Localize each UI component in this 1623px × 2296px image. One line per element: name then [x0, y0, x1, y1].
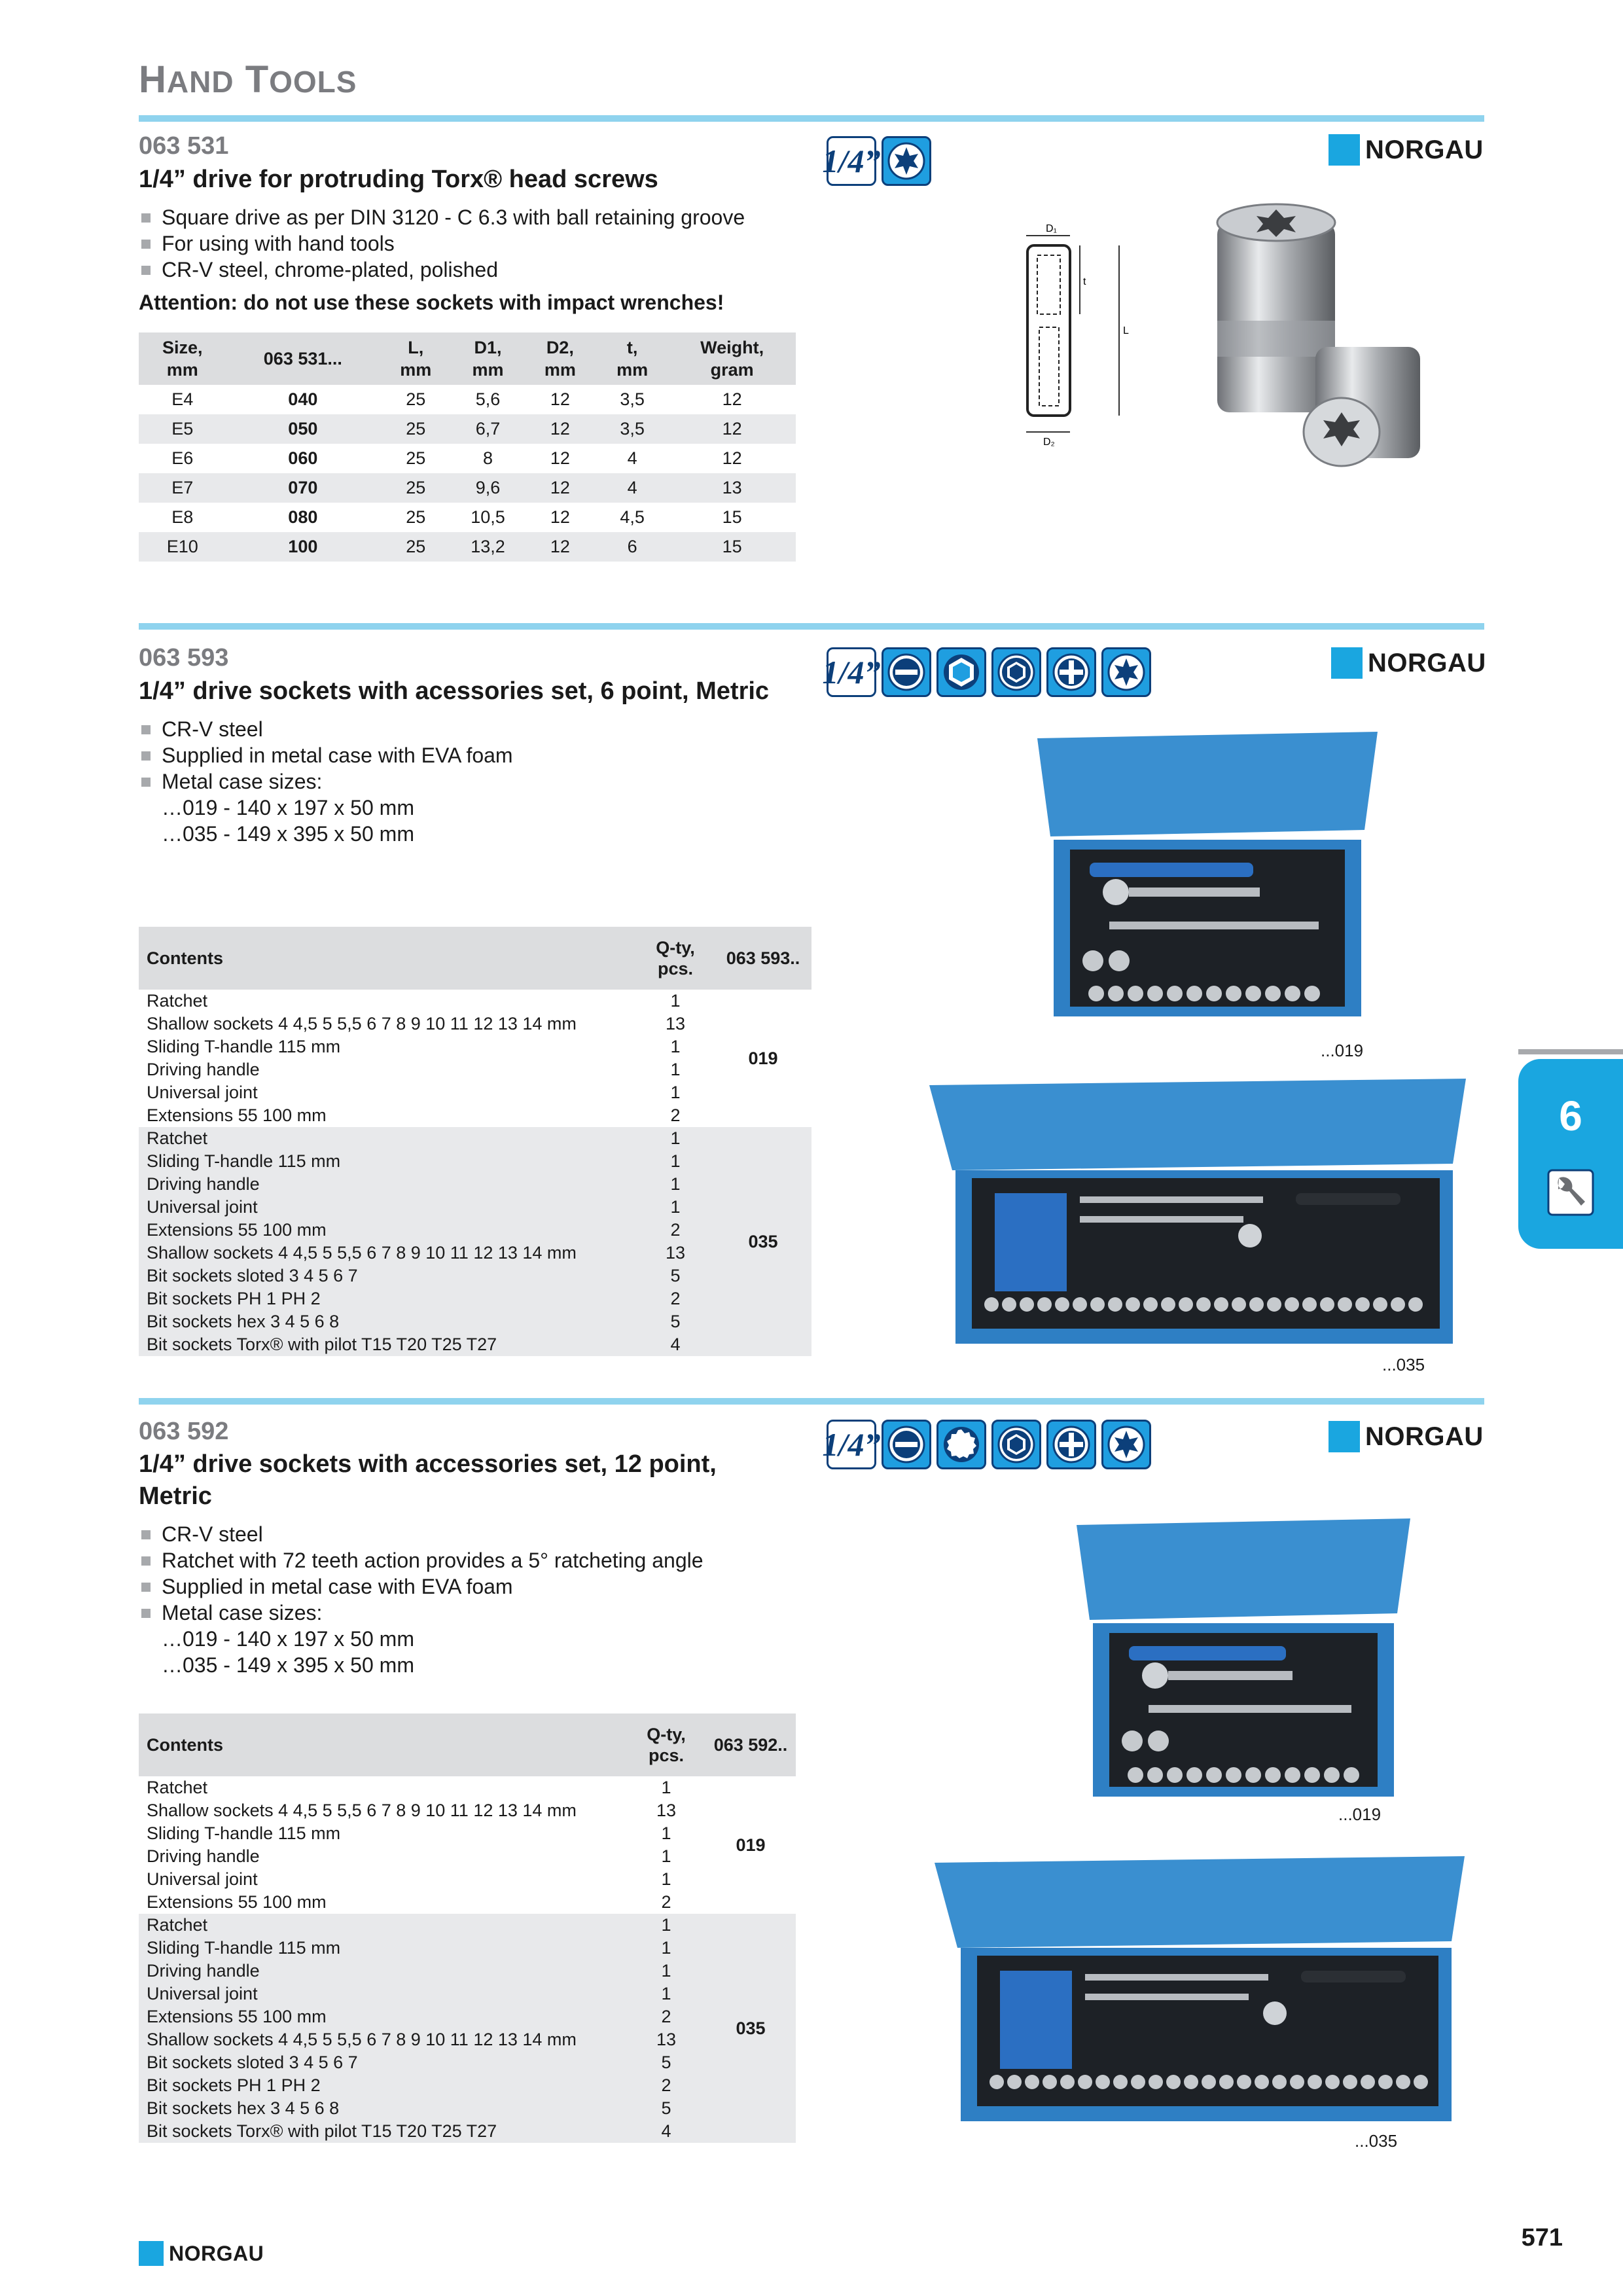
- small-case-photo: [1077, 1518, 1410, 1800]
- column-header: D2, mm: [524, 332, 596, 385]
- page-number: 571: [1521, 2224, 1563, 2251]
- chapter-tab[interactable]: [1518, 1059, 1623, 1249]
- feature-item: Metal case sizes:: [139, 1600, 793, 1626]
- photo-caption: ...019: [1338, 1804, 1382, 1824]
- table-row: Bit sockets hex 3 4 5 6 8 5: [139, 2097, 796, 2120]
- column-header: Contents: [139, 927, 636, 990]
- icon-row: [822, 1420, 1151, 1469]
- table-row: Shallow sockets 4 4,5 5 5,5 6 7 8 9 10 11 12 13 14 mm 13: [147, 1014, 686, 1033]
- page-title: HAND TOOLS: [139, 58, 357, 101]
- column-header: 063 531...: [226, 332, 380, 385]
- column-header: L, mm: [380, 332, 452, 385]
- quarter-inch-drive-icon: 1/4”: [827, 647, 876, 697]
- quarter-inch-drive-icon: 1/4”: [827, 136, 876, 186]
- table-row: Bit sockets hex 3 4 5 6 8 5: [139, 1310, 812, 1333]
- socket-photo: [1204, 196, 1453, 478]
- photo-caption: ...035: [1355, 2131, 1398, 2151]
- feature-item: Metal case sizes:: [139, 768, 793, 795]
- table-row: Driving handle 1: [139, 1960, 796, 1982]
- table-row: Ratchet 1 019: [139, 1776, 796, 1799]
- column-header: Size, mm: [139, 332, 226, 385]
- photo-caption: ...035: [1382, 1355, 1425, 1374]
- hex-bit-icon: [991, 647, 1041, 697]
- hexagon-icon: [936, 647, 986, 697]
- feature-list: [139, 716, 793, 795]
- section-divider: [139, 623, 1484, 630]
- table-row: Extensions 55 100 mm 2: [139, 2005, 796, 2028]
- table-row: Ratchet 1 035: [139, 1127, 812, 1150]
- hex-bit-icon: [991, 1420, 1041, 1469]
- set-code: 019: [748, 1048, 778, 1068]
- table-row: E10 100 25 13,2 12 6 15: [139, 532, 796, 562]
- table-row: Ratchet 1 019: [139, 990, 812, 1013]
- feature-list: [139, 204, 793, 283]
- table-row: Sliding T-handle 115 mm 1: [139, 1150, 812, 1173]
- attention-note: Attention: do not use these sockets with impact wrenches!: [139, 291, 724, 314]
- table-row: E8 080 25 10,5 12 4,5 15: [171, 507, 742, 527]
- column-header: Contents: [139, 1713, 627, 1776]
- column-header: 063 592..: [705, 1713, 796, 1776]
- column-header: Q-ty, pcs.: [636, 927, 715, 990]
- product-code: 063 592: [139, 1418, 229, 1445]
- column-header: t, mm: [596, 332, 668, 385]
- table-row: Sliding T-handle 115 mm 1: [139, 1937, 796, 1960]
- case-size: …035 - 149 x 395 x 50 mm: [162, 1653, 414, 1677]
- small-case-photo: [1037, 732, 1378, 1020]
- table-row: Shallow sockets 4 4,5 5 5,5 6 7 8 9 10 11 12 13 14 mm 13: [139, 2028, 796, 2051]
- chapter-tab-bar: [1518, 1049, 1623, 1054]
- table-row: Driving handle 1: [147, 1846, 671, 1866]
- table-row: Bit sockets Torx® with pilot T15 T20 T25 T27 4: [139, 1333, 812, 1356]
- table-row: Bit sockets PH 1 PH 2 2: [139, 2074, 796, 2097]
- product-heading: 1/4” drive sockets with accessories set, 12 point, Metric: [139, 1450, 717, 1510]
- product-code: 063 593: [139, 644, 229, 672]
- large-case-photo: [929, 1079, 1466, 1347]
- torx-icon: [882, 136, 931, 186]
- icon-row: [822, 136, 931, 186]
- table-row: Universal joint 1: [139, 1196, 812, 1219]
- brand-logo: NORGAU: [1331, 647, 1486, 679]
- case-size: …019 - 140 x 197 x 50 mm: [162, 796, 414, 819]
- table-row: Extensions 55 100 mm 2: [147, 1105, 681, 1125]
- slotted-icon: [882, 1420, 931, 1469]
- table-row: Universal joint 1: [147, 1083, 681, 1102]
- drawing-label: t: [1083, 276, 1086, 287]
- footer-brand-logo: NORGAU: [139, 2241, 264, 2266]
- spec-table: [139, 332, 796, 562]
- table-row: Driving handle 1: [139, 1173, 812, 1196]
- table-row: Sliding T-handle 115 mm 1: [147, 1823, 671, 1843]
- brand-logo: NORGAU: [1329, 134, 1484, 166]
- product-code: 063 531: [139, 132, 229, 160]
- case-size: …019 - 140 x 197 x 50 mm: [162, 1627, 414, 1651]
- drawing-label: D₂: [1043, 437, 1055, 448]
- table-row: Bit sockets PH 1 PH 2 2: [139, 1287, 812, 1310]
- column-header: Q-ty, pcs.: [627, 1713, 705, 1776]
- feature-item: CR-V steel: [139, 716, 793, 742]
- product-heading: 1/4” drive sockets with acessories set, 6 point, Metric: [139, 677, 770, 705]
- set-code: 035: [705, 1914, 796, 2143]
- table-row: Bit sockets sloted 3 4 5 6 7 5: [139, 1265, 812, 1287]
- table-row: Extensions 55 100 mm 2: [139, 1219, 812, 1242]
- contents-table: [139, 1713, 796, 2143]
- column-header: 063 593..: [715, 927, 812, 990]
- feature-item: CR-V steel, chrome-plated, polished: [139, 257, 793, 283]
- table-row: Universal joint 1: [147, 1869, 671, 1889]
- table-row: E7 070 25 9,6 12 4 13: [139, 473, 796, 503]
- socket-drawing: [1001, 216, 1158, 452]
- table-row: E6 060 25 8 12 4 12: [171, 448, 742, 468]
- phillips-icon: [1046, 1420, 1096, 1469]
- section-divider: [139, 1398, 1484, 1405]
- section-divider: [139, 115, 1484, 122]
- table-row: Universal joint 1: [139, 1982, 796, 2005]
- table-row: Bit sockets sloted 3 4 5 6 7 5: [139, 2051, 796, 2074]
- column-header: Weight, gram: [668, 332, 796, 385]
- drawing-label: D₁: [1046, 223, 1057, 234]
- slotted-icon: [882, 647, 931, 697]
- table-row: Driving handle 1: [147, 1060, 681, 1079]
- table-row: Shallow sockets 4 4,5 5 5,5 6 7 8 9 10 11 12 13 14 mm 13: [147, 1801, 677, 1820]
- feature-item: Ratchet with 72 teeth action provides a 5° ratcheting angle: [139, 1547, 793, 1573]
- table-row: Sliding T-handle 115 mm 1: [147, 1037, 681, 1056]
- table-row: Extensions 55 100 mm 2: [147, 1892, 671, 1912]
- quarter-inch-drive-icon: 1/4”: [827, 1420, 876, 1469]
- table-row: Ratchet 1 035: [139, 1914, 796, 1937]
- contents-table: [139, 927, 812, 1356]
- photo-caption: ...019: [1321, 1041, 1364, 1060]
- table-row: E4 040 25 5,6 12 3,5 12: [171, 389, 742, 409]
- torx-icon: [1101, 647, 1151, 697]
- phillips-icon: [1046, 647, 1096, 697]
- twelve-point-icon: [936, 1420, 986, 1469]
- feature-item: Supplied in metal case with EVA foam: [139, 1573, 793, 1600]
- product-heading: 1/4” drive for protruding Torx® head screws: [139, 166, 658, 193]
- large-case-photo: [935, 1856, 1465, 2125]
- feature-item: Supplied in metal case with EVA foam: [139, 742, 793, 768]
- chapter-number: 6: [1559, 1092, 1582, 1139]
- icon-row: [822, 647, 1151, 697]
- torx-icon: [1101, 1420, 1151, 1469]
- table-row: E5 050 25 6,7 12 3,5 12: [139, 414, 796, 444]
- wrench-icon: [1547, 1169, 1594, 1216]
- table-row: Bit sockets Torx® with pilot T15 T20 T25 T27 4: [139, 2120, 796, 2143]
- case-size: …035 - 149 x 395 x 50 mm: [162, 822, 414, 846]
- set-code: 019: [736, 1835, 766, 1855]
- table-row: Shallow sockets 4 4,5 5 5,5 6 7 8 9 10 11 12 13 14 mm 13: [139, 1242, 812, 1265]
- feature-item: CR-V steel: [139, 1521, 793, 1547]
- drawing-label: L: [1123, 325, 1129, 336]
- column-header: D1, mm: [452, 332, 524, 385]
- feature-item: For using with hand tools: [139, 230, 793, 257]
- feature-item: Square drive as per DIN 3120 - C 6.3 with ball retaining groove: [139, 204, 793, 230]
- set-code: 035: [715, 1127, 812, 1356]
- feature-list: [139, 1521, 793, 1626]
- brand-logo: NORGAU: [1329, 1421, 1484, 1452]
